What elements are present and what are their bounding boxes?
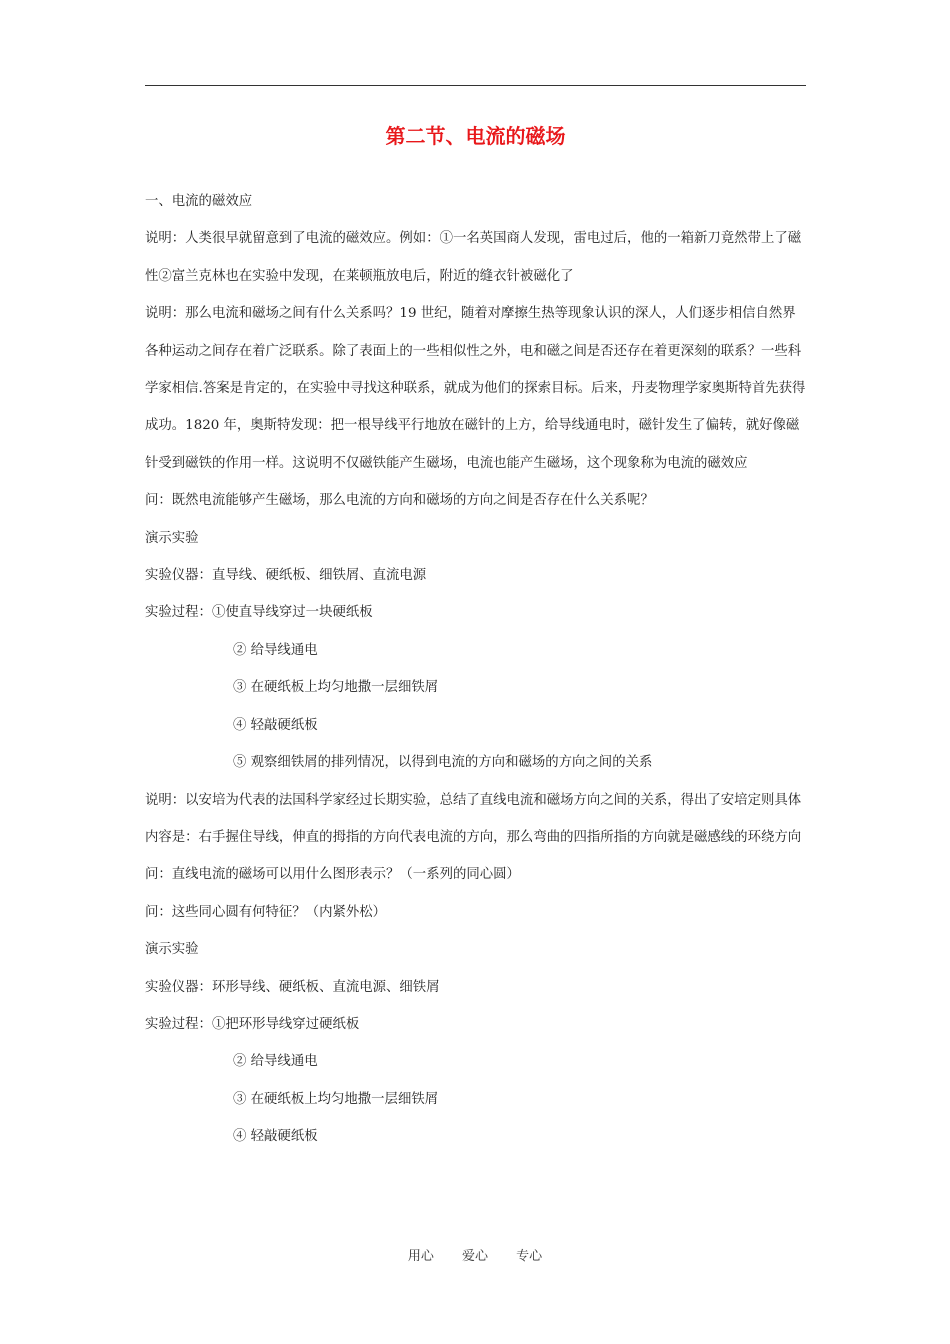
question-1: 问：既然电流能够产生磁场，那么电流的方向和磁场的方向之间是否存在什么关系呢？ xyxy=(145,493,654,509)
header-rule xyxy=(145,85,806,86)
procedure-1-step-2: ② 给导线通电 xyxy=(233,642,318,658)
demo-heading-1: 演示实验 xyxy=(145,530,199,546)
question-3: 问：这些同心圆有何特征？（内紧外松） xyxy=(145,904,387,920)
footer-word-3: 专心 xyxy=(516,1249,543,1264)
document-body xyxy=(145,183,809,1156)
apparatus-1: 实验仪器：直导线、硬纸板、细铁屑、直流电源 xyxy=(145,568,427,584)
section-heading: 一、电流的磁效应 xyxy=(145,194,253,209)
demo-heading-2: 演示实验 xyxy=(145,942,199,958)
footer-word-2: 爱心 xyxy=(461,1249,488,1264)
paragraph-ampere-rule: 说明：以安培为代表的法国科学家经过长期实验，总结了直线电流和磁场方向之间的关系，得出了安培定则具体内容是：右手握住导线，伸直的拇指的方向代表电流的方向，那么弯曲的四指所指的方向就是磁感线的环绕方向 xyxy=(145,792,802,845)
paragraph-history: 说明：那么电流和磁场之间有什么关系吗？19 世纪，随着对摩擦生热等现象认识的深人，人们逐步相信自然界各种运动之间存在着广泛联系。除了表面上的一些相似性之外，电和磁之间是否还存在着更深刻的联系？一些科学家相信.答案是肯定的，在实验中寻找这种联系，就成为他们的探索目标。后来，丹麦物理学家奥斯特首先获得成功。1820 年，奥斯特发现：把一根导线平行地放在磁针的上方，给导线通电时，磁针发生了偏转，就好像磁针受到磁铁的作用一样。这说明不仅磁铁能产生磁场，电流也能产生磁场，这个现象称为电流的磁效应 xyxy=(145,306,806,471)
page-footer xyxy=(0,1246,950,1268)
paragraph-intro: 说明：人类很早就留意到了电流的磁效应。例如：①一名英国商人发现，雷电过后，他的一箱新刀竟然带上了磁性②富兰克林也在实验中发现，在莱顿瓶放电后，附近的缝衣针被磁化了 xyxy=(145,231,802,284)
procedure-1: 实验过程：①使直导线穿过一块硬纸板 xyxy=(145,605,373,621)
procedure-2-step-3: ③ 在硬纸板上均匀地撒一层细铁屑 xyxy=(233,1091,439,1107)
footer-word-1: 用心 xyxy=(407,1249,434,1264)
procedure-2: 实验过程：①把环形导线穿过硬纸板 xyxy=(145,1016,360,1032)
procedure-1-step-4: ④ 轻敲硬纸板 xyxy=(233,717,318,733)
question-2: 问：直线电流的磁场可以用什么图形表示？（一系列的同心圆） xyxy=(145,867,520,883)
apparatus-2: 实验仪器：环形导线、硬纸板、直流电源、细铁屑 xyxy=(145,979,440,995)
procedure-2-step-2: ② 给导线通电 xyxy=(233,1054,318,1070)
procedure-1-step-5: ⑤ 观察细铁屑的排列情况，以得到电流的方向和磁场的方向之间的关系 xyxy=(233,755,653,771)
procedure-2-step-4: ④ 轻敲硬纸板 xyxy=(233,1129,318,1145)
procedure-1-step-3: ③ 在硬纸板上均匀地撒一层细铁屑 xyxy=(233,680,439,696)
page-title: 第二节、电流的磁场 xyxy=(385,124,566,148)
